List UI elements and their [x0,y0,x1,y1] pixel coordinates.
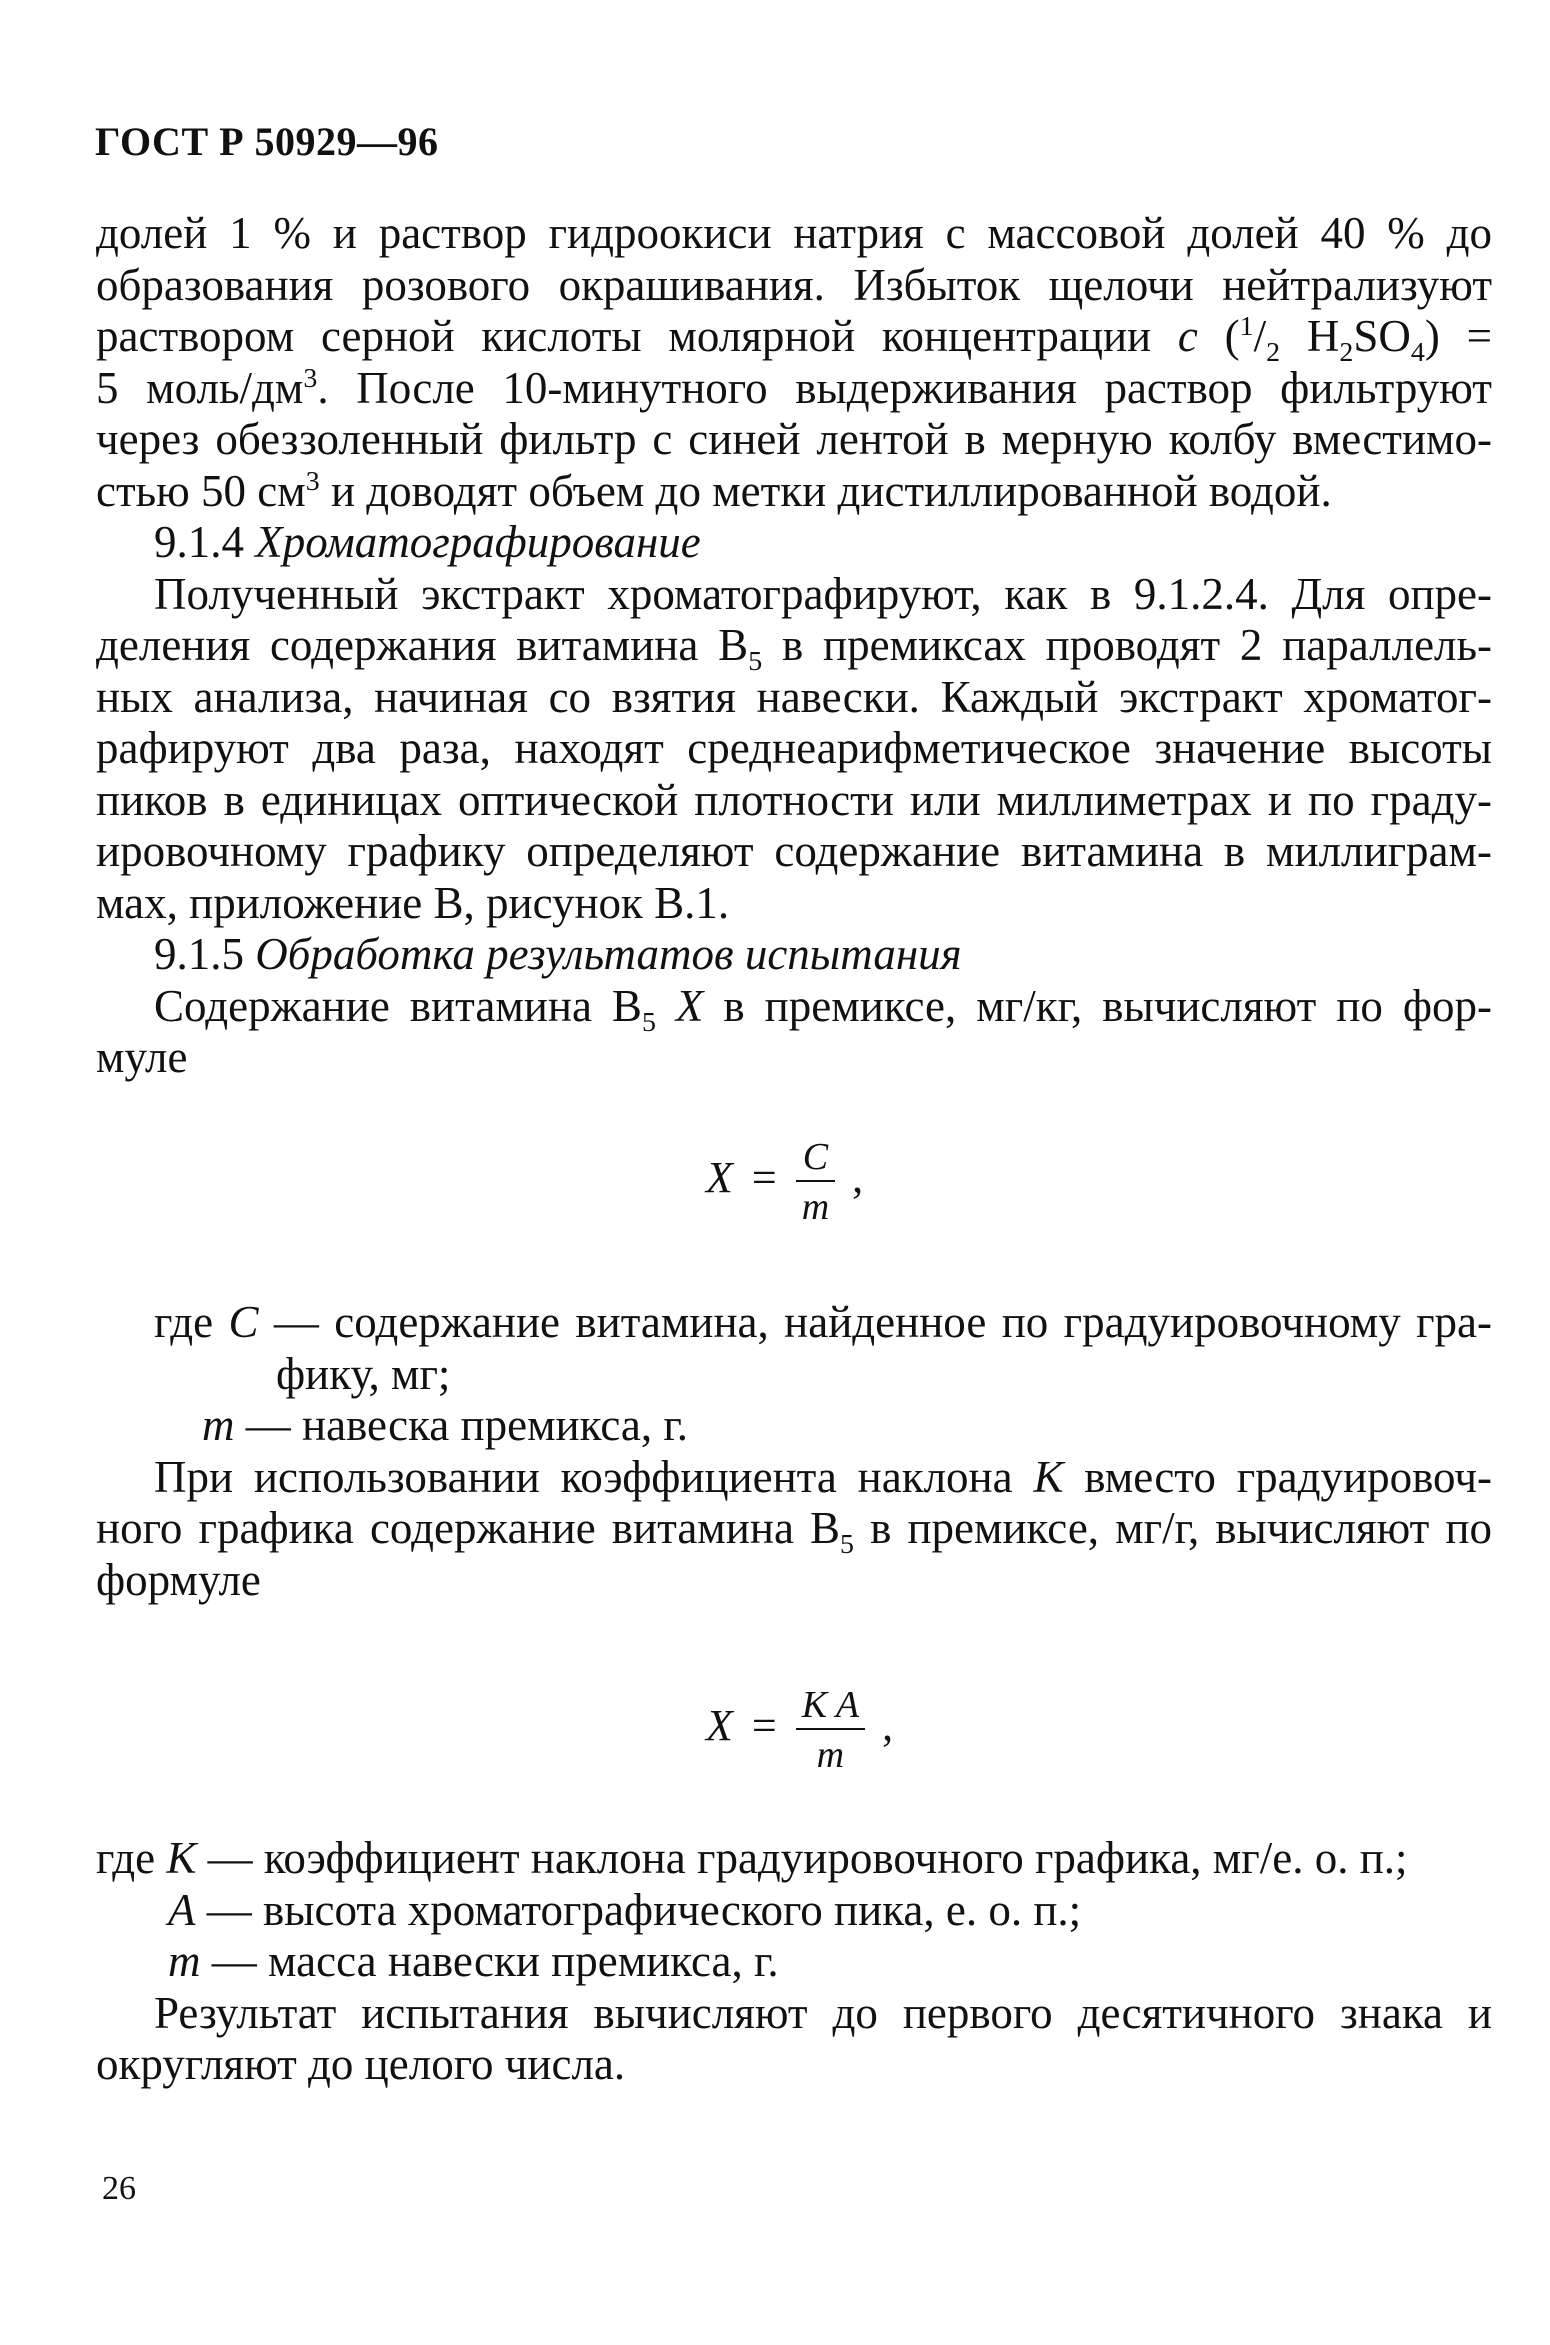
text-line: формуле [96,1554,261,1605]
section-heading-914: 9.1.4 Хроматографирование [154,517,701,567]
formula-lhs: X [706,1153,733,1203]
section-heading-915: 9.1.5 Обработка результатов испытания [154,929,962,979]
text-line: раствором серной кислоты молярной концентрации c ($^1/_2$ $H_2SO_4$) = [96,311,1492,368]
formula-legend-1 [96,1297,1492,1606]
text-line: Полученный экстракт хроматографируют, как в 9.1.2.4. Для опре- [154,568,1492,619]
formula-equals: = [751,1701,777,1751]
formula-denominator: m [801,1186,830,1228]
formula-comma: , [852,1153,864,1203]
legend-line: A — высота хроматографического пика, е. о. п.; [168,1884,1082,1935]
legend-line: m — навеска премикса, г. [202,1400,688,1450]
page-number: 26 [102,2170,136,2207]
text-line: пиков в единицах оптической плотности или миллиметрах и по граду- [96,774,1492,825]
text-line: стью 50 $см^3$ и доводят объем до метки дистиллированной водой. [96,465,1332,516]
formula-lhs: X [706,1701,733,1751]
text-line: ного графика содержание витамина $B_5$ в премиксе, мг/г, вычисляют по [96,1503,1493,1560]
formula-x-equals-ka-over-m [706,1686,893,1774]
text-line: ировочному графику определяют содержание витамина в миллиграм- [96,826,1492,876]
document-header [95,118,439,165]
legend-line: m — масса навески премикса, г. [168,1936,779,1986]
formula-comma: , [882,1701,894,1751]
text-line: ных анализа, начиная со взятия навески. Каждый экстракт хроматог- [96,671,1492,722]
text-line: через обеззоленный фильтр с синей лентой в мерную колбу вместимо- [96,414,1492,464]
legend-line: фику, мг; [276,1348,451,1399]
formula-equals: = [751,1153,777,1203]
formula-numerator: K A [796,1686,865,1730]
text-line: 5 моль/$дм^3$. После 10-минутного выдерживания раствор фильтруют [96,362,1492,413]
text-line: муле [96,1032,188,1082]
paragraph-continuation [96,208,1492,1084]
text-line: рафируют два раза, находят среднеарифметическое значение высоты [96,723,1492,773]
text-line: мах, приложение В, рисунок В.1. [96,877,730,928]
legend-line: где K — коэффициент наклона градуировочного графика, мг/е. о. п.; [96,1833,1408,1883]
standard-id: ГОСТ Р 50929—96 [95,119,439,164]
text-line: Содержание витамина $B_5$ X в премиксе, мг/кг, вычисляют по фор- [154,980,1492,1038]
legend-line: где C — содержание витамина, найденное по градуировочному гра- [154,1297,1492,1347]
text-line: При использовании коэффициента наклона K вместо градуировоч- [154,1451,1492,1502]
formula-legend-2 [96,1833,1492,2091]
formula-fraction [796,1686,865,1774]
text-line: Результат испытания вычисляют до первого десятичного знака и [154,1987,1492,2038]
formula-fraction [796,1138,835,1226]
text-line: деления содержания витамина $B_5$ в премиксах проводят 2 параллель- [96,620,1493,677]
formula-numerator: C [796,1138,835,1182]
text-line: долей 1 % и раствор гидроокиси натрия с массовой долей 40 % до [96,208,1492,258]
formula-denominator: m [816,1734,845,1776]
text-line: округляют до целого числа. [96,2039,626,2089]
text-line: образования розового окрашивания. Избыток щелочи нейтрализуют [96,259,1492,310]
formula-x-equals-c-over-m [706,1138,863,1226]
